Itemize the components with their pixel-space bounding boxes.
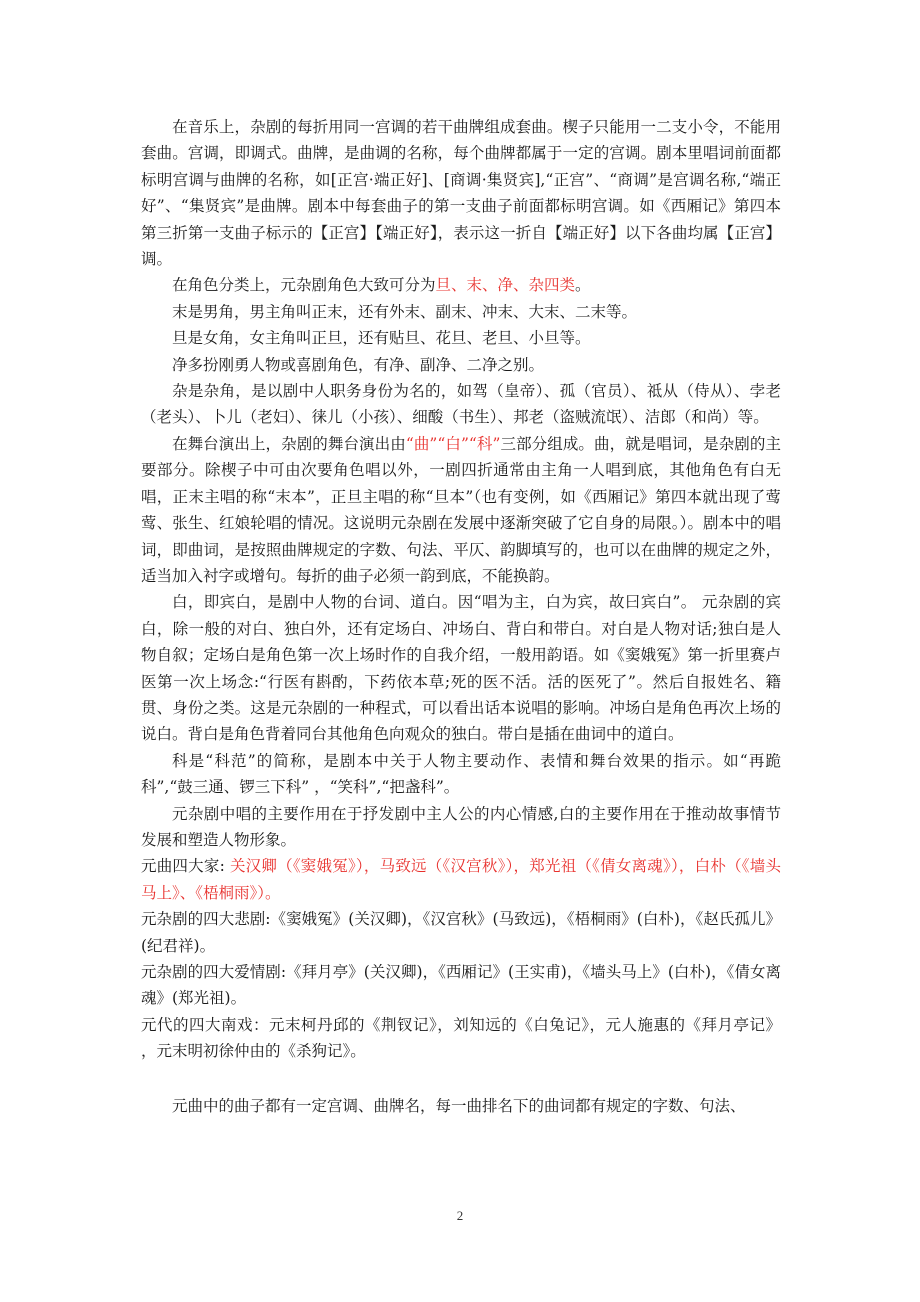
paragraph-spacer — [141, 1065, 781, 1093]
paragraph-ke: 科是“科范”的简称，是剧本中关于人物主要动作、表情和舞台效果的指示。如“再跪科”,“鼓三通、锣三下科” ，“笑科”,“把盏科”。 — [141, 751, 781, 797]
paragraph-binbai: 白，即宾白，是剧中人物的台词、道白。因“唱为主，白为宾，故曰宾白”。 元杂剧的宾白，除一般的对白、独白外，还有定场白、冲场白、背白和带白。对白是人物对话;独白是人物自叙；定场白是角色第一次上场时作的自我介绍，一般用韵语。如《窦娥冤》第一折里赛卢医第一次上场念:“行医有斟酌，下药依本草;死的医不活。活的医死了”。然后自报姓名、籍贯、身份之类。这是元杂剧的一种程式，可以看出话本说唱的影响。冲场白是角色再次上场的说白。背白是角色背着同台其他角色向观众的独白。带白是插在曲词中的道白。 — [141, 593, 781, 744]
paragraph-functions: 元杂剧中唱的主要作用在于抒发剧中主人公的内心情感,白的主要作用在于推动故事情节发展和塑造人物形象。 — [141, 804, 781, 849]
paragraph-four-love-plays: 元杂剧的四大爱情剧:《拜月亭》(关汉卿)，《西厢记》(王实甫)，《墙头马上》(白朴)，《倩女离魂》(郑光祖)。 — [141, 963, 781, 1008]
paragraph-stage-performance — [141, 431, 781, 589]
four-masters-label: 元曲四大家: — [141, 857, 230, 876]
page-number: 2 — [456, 1208, 464, 1223]
stage-intro-text: 在舞台演出上，杂剧的舞台演出由 — [172, 434, 406, 453]
paragraph-za-role: 杂是杂角，是以剧中人职务身份为名的，如驾（皇帝）、孤（官员）、祗从（侍从）、孛老（老头）、卜儿（老妇）、徕儿（小孩）、细酸（书生）、邦老（盗贼流氓）、洁郎（和尚）等。 — [141, 382, 781, 427]
stage-detail-text: 三部分组成。曲，就是唱词，是杂剧的主要部分。除楔子中可由次要角色唱以外，一剧四折通常由主角一人唱到底，其他角色有白无唱，正末主唱的称“末本”，正旦主唱的称“旦本”（也有变例，如《西厢记》第四本就出现了莺莺、张生、红娘轮唱的情况。这说明元杂剧在发展中逐渐突破了它自身的局限。）。剧本中的唱词，即曲词，是按照曲牌规定的字数、句法、平仄、韵脚填写的，也可以在曲牌的规定之外，适当加入衬字或增句。每折的曲子必须一韵到底，不能换韵。 — [141, 434, 781, 585]
paragraph-jing-role: 净多扮刚勇人物或喜剧角色，有净、副净、二净之别。 — [172, 355, 545, 374]
paragraph-music: 在音乐上，杂剧的每折用同一宫调的若干曲牌组成套曲。楔子只能用一二支小令，不能用套曲。宫调，即调式。曲牌，是曲调的名称，每个曲牌都属于一定的宫调。剧本里唱词前面都标明宫调与曲牌的名称，如[正宫·端正好]、[商调·集贤宾],“正宫”、“商调”是宫调名称,“端正好”、“集贤宾”是曲牌。剧本中每套曲子的第一支曲子前面都标明宫调。如《西厢记》第四本第三折第一支曲子标示的【正宫】【端正好】，表示这一折自【端正好】以下各曲均属【正宫】调。 — [141, 118, 781, 269]
role-four-types-highlight: 旦、末、净、杂四类 — [435, 276, 576, 295]
paragraph-four-masters — [141, 853, 781, 906]
paragraph-dan-role: 旦是女角，女主角叫正旦，还有贴旦、花旦、老旦、小旦等。 — [172, 329, 591, 348]
four-masters-highlight: 关汉卿（《窦娥冤》），马致远（《汉宫秋》），郑光祖（《倩女离魂》），白朴（《墙头马上》、《梧桐雨》）。 — [141, 857, 781, 902]
paragraph-four-tragedies: 元杂剧的四大悲剧:《窦娥冤》(关汉卿)，《汉宫秋》(马致远)，《梧桐雨》(白朴)，《赵氏孤儿》(纪君祥)。 — [141, 910, 781, 955]
role-intro-text: 在角色分类上，元杂剧角色大致可分为 — [172, 276, 436, 295]
paragraph-mo-role: 末是男角，男主角叫正末，还有外末、副末、冲末、大末、二末等。 — [172, 302, 638, 321]
document-body — [141, 114, 781, 1119]
paragraph-four-nanxi: 元代的四大南戏：元末柯丹邱的《荆钗记》，刘知远的《白兔记》，元人施惠的《拜月亭记》 ，元末明初徐仲由的《杀狗记》。 — [141, 1015, 781, 1061]
role-intro-end: 。 — [575, 276, 591, 295]
paragraph-qu-rules: 元曲中的曲子都有一定宫调、曲牌名，每一曲排名下的曲词都有规定的字数、句法、 — [172, 1096, 746, 1115]
paragraph-role-categories — [141, 272, 781, 298]
qu-bai-ke-highlight: “曲”“白”“科” — [405, 434, 501, 453]
